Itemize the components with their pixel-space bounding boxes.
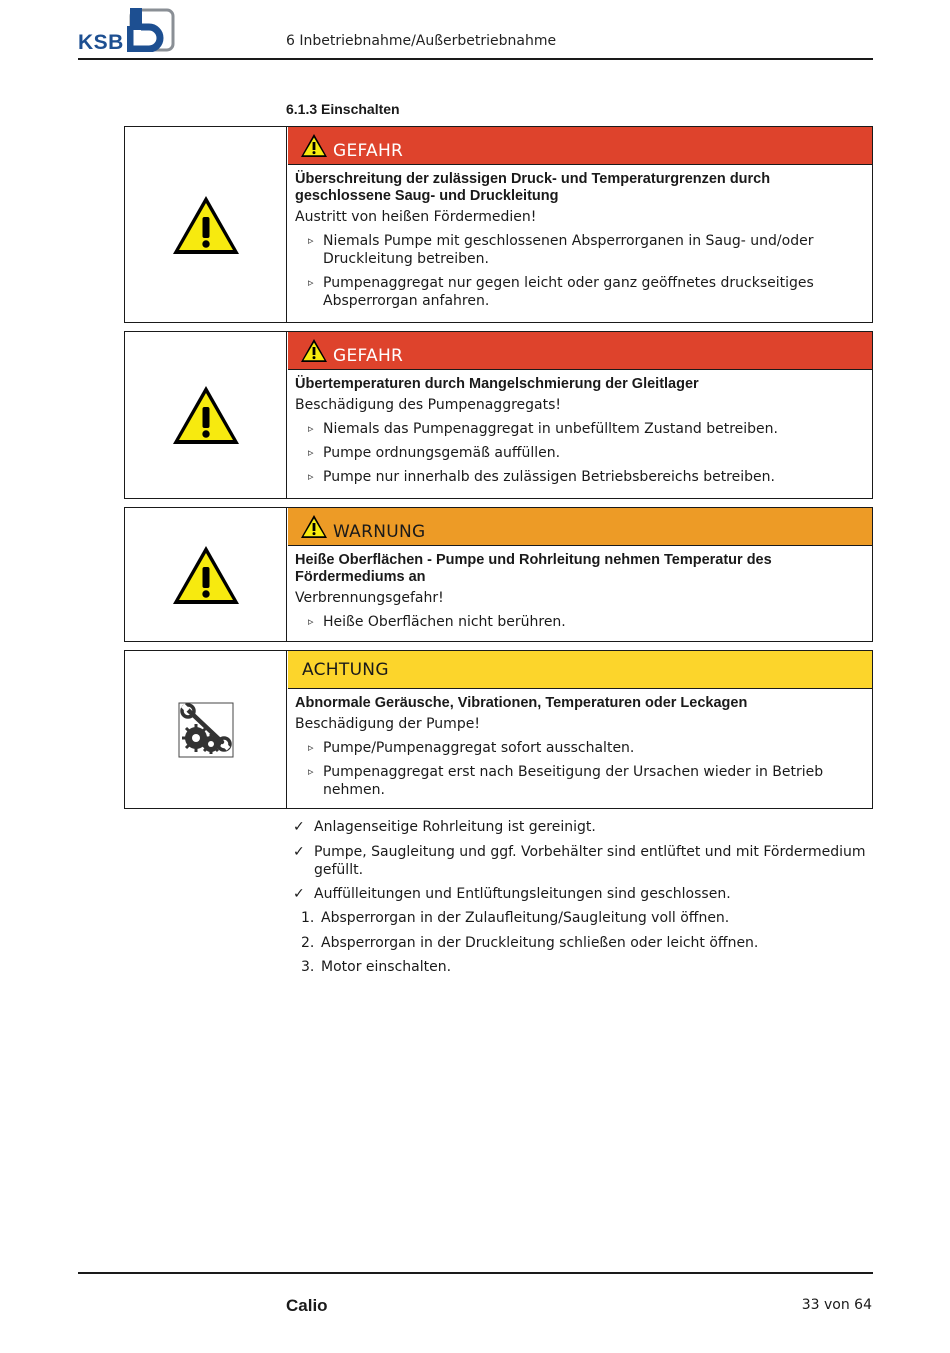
hazard-text: Übertemperaturen durch Mangelschmierung der Gleitlager (295, 376, 699, 392)
measure-list (295, 232, 864, 310)
notice-symbol-cell (125, 332, 287, 498)
step-number: 3. (301, 959, 315, 975)
measure-list (295, 739, 864, 799)
signal-bar-danger (288, 332, 872, 370)
signal-word: WARNUNG (333, 522, 426, 542)
step-text: Absperrorgan in der Zulaufleitung/Saugleitung voll öffnen. (321, 910, 730, 926)
measure-item: ▹ Pumpe/Pumpenaggregat sofort ausschalten. (295, 739, 864, 757)
consequence-text: Beschädigung des Pumpenaggregats! (295, 397, 562, 413)
header-rule (78, 58, 873, 60)
warning-small-icon (300, 133, 328, 158)
precondition-item (293, 818, 873, 836)
measure-item: ▹ Pumpenaggregat erst nach Beseitigung der Ursachen wieder in Betrieb nehmen. (295, 763, 864, 799)
notice-symbol-cell (125, 127, 287, 322)
step-number: 1. (301, 910, 315, 926)
measure-item: ▹ Pumpe nur innerhalb des zulässigen Betriebsbereichs betreiben. (295, 468, 864, 486)
safety-notice-caution (124, 650, 873, 809)
safety-notice-danger-2 (124, 331, 873, 499)
measure-item: ▹ Niemals Pumpe mit geschlossenen Absperrorganen in Saug- und/oder Druckleitung betreiben. (295, 232, 864, 268)
precondition-text: Auffülleitungen und Entlüftungsleitungen sind geschlossen. (314, 886, 731, 902)
measure-item: ▹ Pumpenaggregat nur gegen leicht oder ganz geöffnetes druckseitiges Absperrorgan anfahren. (295, 274, 864, 310)
signal-bar-caution (288, 651, 872, 689)
warning-triangle-icon (170, 383, 242, 447)
measure-item: ▹ Niemals das Pumpenaggregat in unbefülltem Zustand betreiben. (295, 420, 864, 438)
consequence-text: Austritt von heißen Fördermedien! (295, 209, 537, 225)
notice-symbol-cell (125, 651, 287, 808)
consequence-text: Beschädigung der Pumpe! (295, 716, 480, 732)
safety-notice-warning (124, 507, 873, 642)
precondition-text: Pumpe, Saugleitung und ggf. Vorbehälter sind entlüftet und mit Fördermedium gefüllt. (314, 843, 866, 878)
step-text: Absperrorgan in der Druckleitung schließen oder leicht öffnen. (321, 934, 759, 951)
measure-item: ▹ Heiße Oberflächen nicht berühren. (295, 613, 864, 631)
checkmark-icon: ✓ (293, 819, 305, 835)
measure-list (295, 613, 864, 631)
step-text: Motor einschalten. (321, 959, 452, 975)
signal-word: GEFAHR (333, 141, 404, 161)
hazard-text: Abnormale Geräusche, Vibrationen, Temperaturen oder Leckagen (295, 695, 748, 711)
notice-symbol-cell (125, 508, 287, 641)
footer-rule (78, 1272, 873, 1274)
safety-notice-danger-1 (124, 126, 873, 323)
precondition-item (293, 843, 873, 879)
checkmark-icon: ✓ (293, 843, 305, 860)
page-number: 33 von 64 (801, 1297, 872, 1313)
section-title: 6.1.3 Einschalten (286, 101, 400, 117)
ksb-logo (78, 8, 176, 54)
chapter-title: 6 Inbetriebnahme/Außerbetriebnahme (286, 33, 557, 49)
step-number: 2. (301, 934, 315, 951)
warning-triangle-icon (170, 543, 242, 607)
page-header (0, 0, 950, 62)
signal-word: ACHTUNG (302, 660, 389, 680)
precondition-item (293, 885, 873, 903)
signal-bar-danger (288, 127, 872, 165)
warning-small-icon (300, 338, 328, 363)
measure-list (295, 420, 864, 486)
signal-word: GEFAHR (333, 346, 404, 366)
measure-item: ▹ Pumpe ordnungsgemäß auffüllen. (295, 444, 864, 462)
step-item (293, 958, 873, 976)
logo-text: KSB (78, 31, 124, 54)
hazard-text: Überschreitung der zulässigen Druck- und Temperaturgrenzen durch geschlossene Saug- und Druckleitung (295, 171, 771, 204)
warning-small-icon (300, 514, 328, 539)
warning-triangle-icon (170, 193, 242, 257)
consequence-text: Verbrennungsgefahr! (295, 590, 444, 606)
hazard-text: Heiße Oberflächen - Pumpe und Rohrleitung nehmen Temperatur des Fördermediums an (295, 552, 772, 585)
checkmark-icon: ✓ (293, 886, 305, 902)
product-name: Calio (286, 1296, 328, 1315)
precondition-text: Anlagenseitige Rohrleitung ist gereinigt. (314, 819, 596, 835)
procedure-steps (293, 909, 873, 983)
precondition-list (293, 818, 873, 910)
step-item (293, 934, 873, 952)
machine-damage-icon (178, 702, 234, 758)
step-item (293, 909, 873, 927)
logo-mark-icon (127, 8, 175, 52)
signal-bar-warning (288, 508, 872, 546)
